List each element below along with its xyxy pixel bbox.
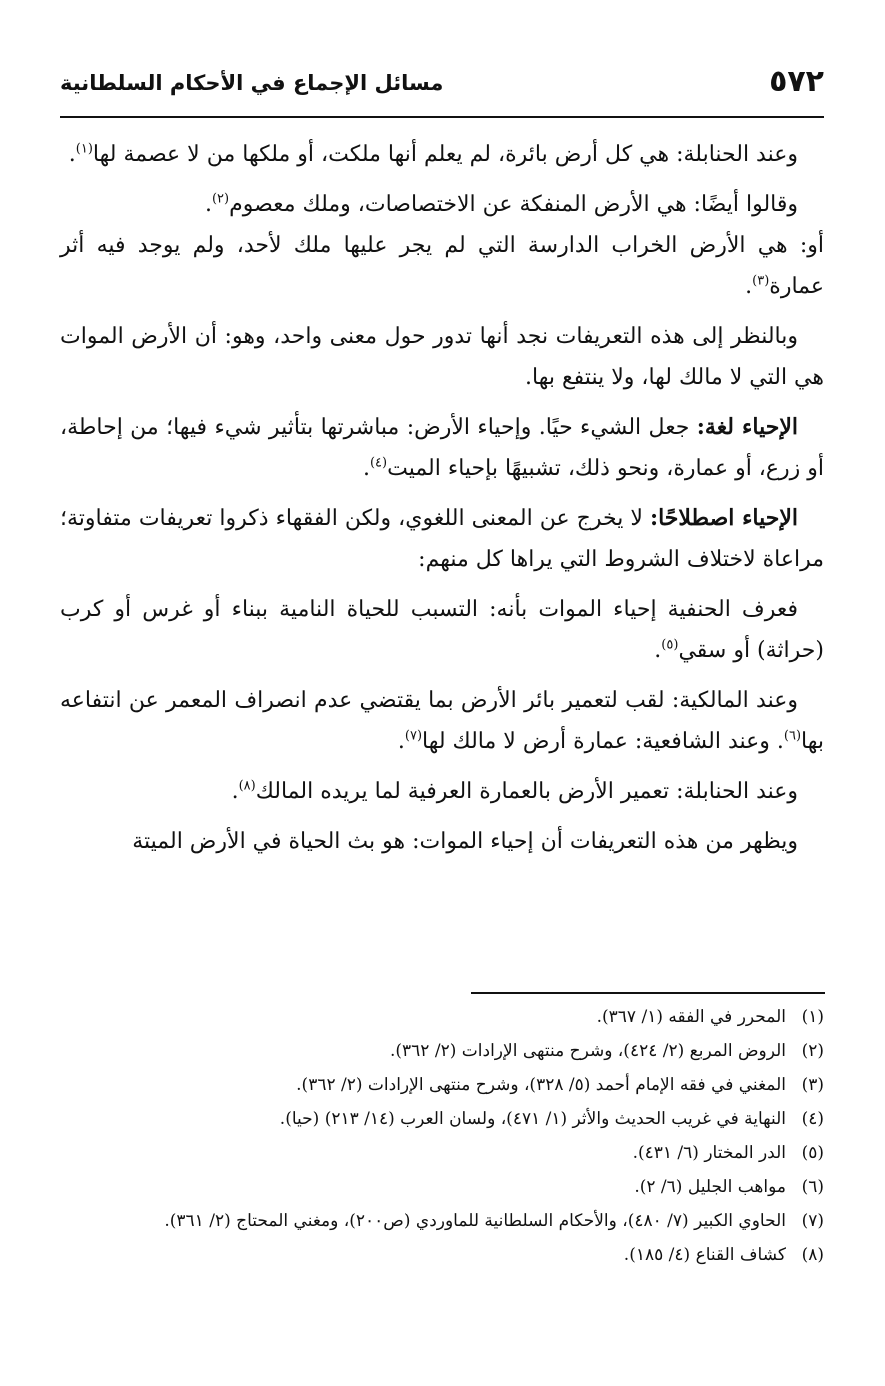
footnote-number: (١) [801, 1007, 824, 1027]
footnote-number: (٢) [801, 1041, 824, 1061]
footnotes [60, 1000, 824, 1272]
footnote-ref: (٨) [238, 778, 256, 794]
footnote: (٢) الروض المربع (٢/ ٤٢٤)، وشرح منتهى الإرادات (٢/ ٣٦٢). [60, 1034, 824, 1068]
paragraph: وعند الحنابلة: هي كل أرض بائرة، لم يعلم أنها ملكت، أو ملكها من لا عصمة لها$^{(١)}$. [68, 141, 798, 167]
footnote-ref: (٢) [211, 191, 230, 207]
paragraph: وبالنظر إلى هذه التعريفات نجد أنها تدور حول معنى واحد، وهو: أن الأرض الموات هي التي لا مالك لها، ولا ينتفع بها. [60, 324, 824, 390]
page-header [60, 62, 824, 108]
paragraph: وقالوا أيضًا: هي الأرض المنفكة عن الاختصاصات، وملك معصوم$^{(٢)}$. [204, 191, 798, 217]
footnote-number: (٨) [801, 1245, 824, 1265]
footnote-number: (٤) [801, 1109, 824, 1129]
footnote-number: (٧) [801, 1211, 824, 1231]
paragraph: ويظهر من هذه التعريفات أن إحياء الموات: هو بث الحياة في الأرض الميتة [132, 829, 798, 854]
page-number: ٥٧٢ [769, 64, 824, 99]
footnote-rule [471, 992, 825, 994]
term-heading: الإحياء لغة: [696, 414, 798, 440]
footnote-ref: (٥) [661, 637, 679, 653]
paragraph: فعرف الحنفية إحياء الموات بأنه: التسبب للحياة النامية ببناء أو غرس أو كرب (حراثة) أو سقي$^{(٥)}$. [60, 597, 824, 663]
term-heading: الإحياء اصطلاحًا: [649, 505, 799, 531]
main-text [60, 134, 824, 871]
paragraph: وعند المالكية: لقب لتعمير بائر الأرض بما يقتضي عدم انصراف المعمر عن انتفاعه بها$^{(٦)}$. وعند الشافعية: عمارة أرض لا مالك لها$^{(٧)}$. [60, 688, 824, 754]
running-title: مسائل الإجماع في الأحكام السلطانية [60, 71, 444, 95]
footnote: (٦) مواهب الجليل (٦/ ٢). [60, 1170, 824, 1204]
footnote: (١) المحرر في الفقه (١/ ٣٦٧). [60, 1000, 824, 1034]
footnote: (٥) الدر المختار (٦/ ٤٣١). [60, 1136, 824, 1170]
paragraph: الإحياء لغة: جعل الشيء حيًا. وإحياء الأرض: مباشرتها بتأثير شيء فيها؛ من إحاطة، أو زرع، أو عمارة، ونحو ذلك، تشبيهًا بإحياء الميت$^{(٤)}$. [60, 414, 824, 481]
footnote-number: (٥) [801, 1143, 824, 1163]
footnote-number: (٦) [801, 1177, 824, 1197]
footnote-ref: (٧) [404, 728, 423, 744]
footnote-ref: (١) [75, 141, 93, 157]
header-rule [60, 116, 824, 118]
footnote: (٤) النهاية في غريب الحديث والأثر (١/ ٤٧١)، ولسان العرب (١٤/ ٢١٣) (حيا). [60, 1102, 824, 1136]
paragraph: أو: هي الأرض الخراب الدارسة التي لم يجر عليها ملك لأحد، ولم يوجد فيه أثر عمارة$^{(٣)}$. [60, 233, 824, 299]
footnote-ref: (٤) [369, 455, 388, 471]
paragraph: وعند الحنابلة: تعمير الأرض بالعمارة العرفية لما يريده المالك$^{(٨)}$. [231, 778, 798, 804]
footnote: (٣) المغني في فقه الإمام أحمد (٥/ ٣٢٨)، وشرح منتهى الإرادات (٢/ ٣٦٢). [60, 1068, 824, 1102]
paragraph: الإحياء اصطلاحًا: لا يخرج عن المعنى اللغوي، ولكن الفقهاء ذكروا تعريفات متفاوتة؛ مراعاة لاختلاف الشروط التي يراها كل منهم: [60, 505, 824, 572]
footnote: (٧) الحاوي الكبير (٧/ ٤٨٠)، والأحكام السلطانية للماوردي (ص٢٠٠)، ومغني المحتاج (٢/ ٣٦١). [60, 1204, 824, 1238]
footnote-ref: (٣) [752, 273, 770, 289]
footnote-number: (٣) [801, 1075, 824, 1095]
footnote: (٨) كشاف القناع (٤/ ١٨٥). [60, 1238, 824, 1272]
footnote-ref: (٦) [783, 728, 802, 744]
